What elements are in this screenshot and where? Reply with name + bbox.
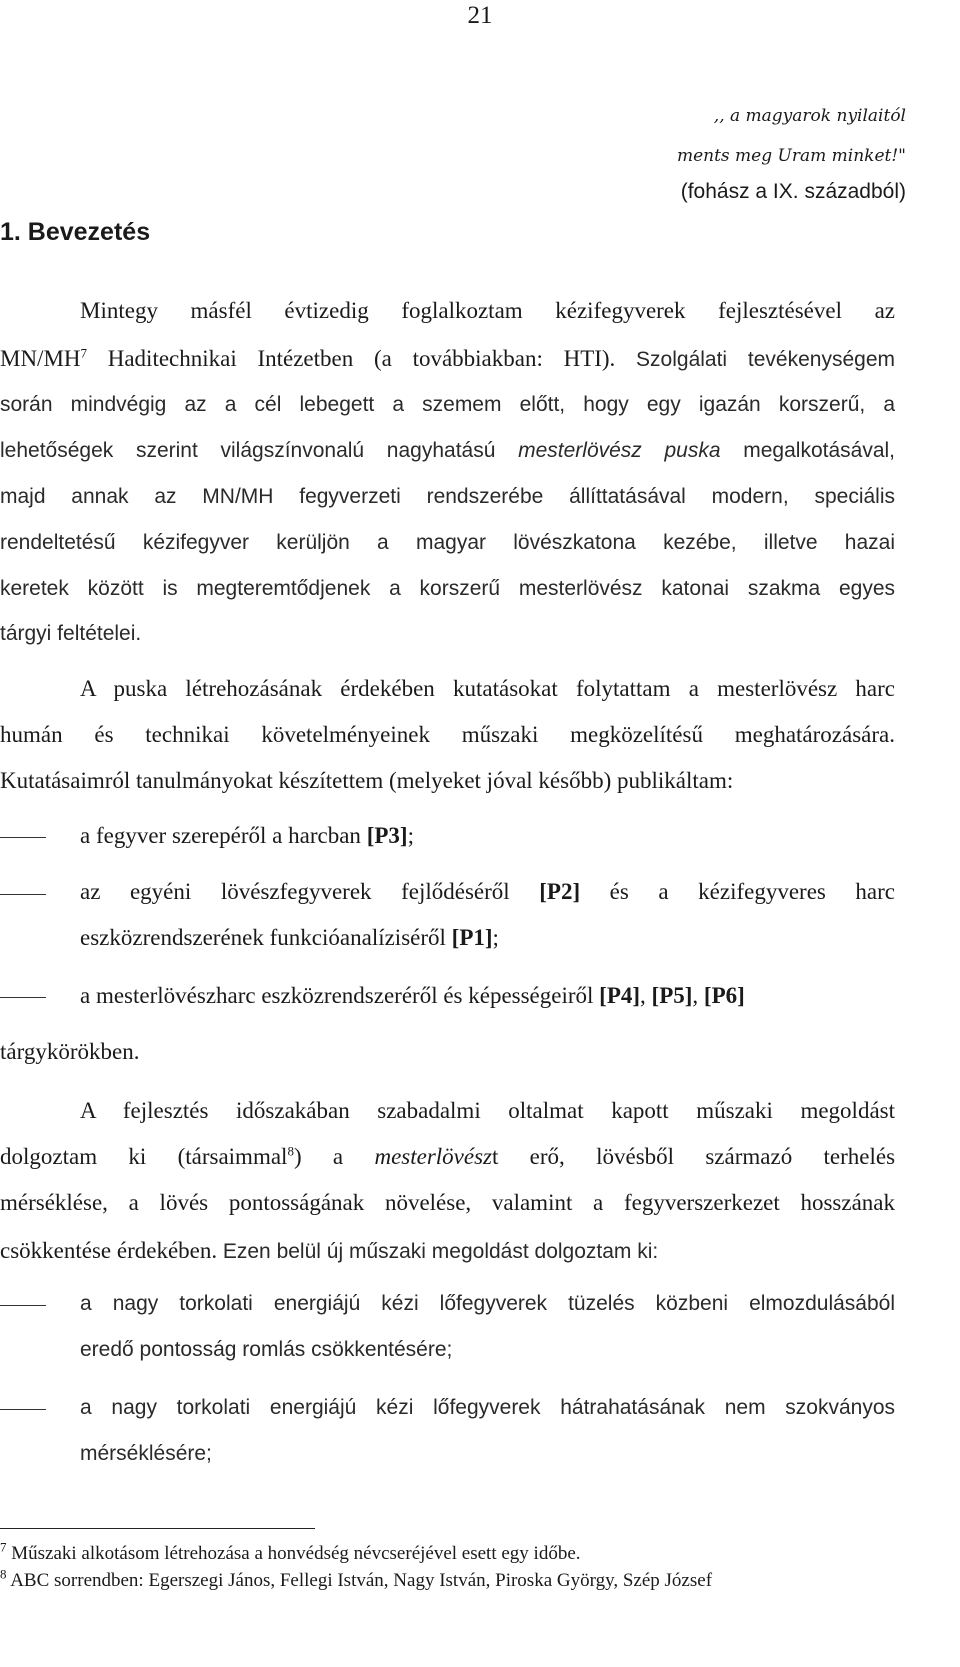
list-item-continuation: eredő pontosság romlás csökkentésére;	[80, 1338, 453, 1361]
paragraph1-line: keretek között is megteremtődjenek a korszerű mesterlövész katonai szakma egyes	[0, 577, 895, 600]
paragraph1-line: tárgyi feltételei.	[0, 622, 142, 645]
paragraph1-line: során mindvégig az a cél lebegett a szemem előtt, hogy egy igazán korszerű, a	[0, 393, 895, 416]
paragraph1-line: lehetőségek szerint világszínvonalú nagyhatású mesterlövész puska megalkotásával,	[0, 439, 895, 462]
paragraph2-line: Kutatásaimról tanulmányokat készítettem (melyeket jóval később) publikáltam:	[0, 768, 734, 793]
paragraph3-line: mérséklése, a lövés pontosságának növelése, valamint a fegyverszerkezet hosszának	[0, 1190, 895, 1215]
list-dash	[0, 1409, 46, 1410]
list-dash	[0, 997, 46, 998]
list-item: a nagy torkolati energiájú kézi lőfegyverek tüzelés közbeni elmozdulásából	[80, 1292, 895, 1315]
paragraph1-line: majd annak az MN/MH fegyverzeti rendszerébe állíttatásával modern, speciális	[0, 485, 895, 508]
list-item-continuation: mérséklésére;	[80, 1442, 212, 1465]
paragraph3-line: csökkentése érdekében. Ezen belül új műszaki megoldást dolgoztam ki:	[0, 1238, 659, 1263]
footnote-ref-7: 7	[80, 345, 88, 361]
list-dash	[0, 894, 46, 895]
motto-line-1: ,, a magyarok nyilaitól	[713, 106, 906, 126]
list-item-continuation: eszközrendszerének funkcióanalíziséről [P1];	[80, 925, 499, 950]
paragraph1-line: Mintegy másfél évtizedig foglalkoztam kézifegyverek fejlesztésével az	[80, 298, 895, 323]
list-dash	[0, 837, 46, 838]
list-dash	[0, 1305, 46, 1306]
motto-source: (fohász a IX. századból)	[680, 180, 906, 203]
paragraph1-line: rendeltetésű kézifegyver kerüljön a magyar lövészkatona kezébe, illetve hazai	[0, 531, 895, 554]
list-item: az egyéni lövészfegyverek fejlődéséről [P2] és a kézifegyveres harc	[80, 879, 895, 904]
paragraph1-line: $MN/MH^7$ Haditechnikai Intézetben (a továbbiakban: HTI). Szolgálati tevékenységem	[0, 345, 895, 371]
list-item: a mesterlövészharc eszközrendszeréről és képességeiről [P4], [P5], [P6]	[80, 983, 745, 1008]
list-item: a nagy torkolati energiájú kézi lőfegyverek hátrahatásának nem szokványos	[80, 1396, 895, 1419]
footnote-ref-8: 8	[287, 1143, 294, 1159]
motto-line-2: ments meg Uram minket!"	[676, 146, 906, 166]
paragraph2-line: humán és technikai követelményeinek műszaki megközelítésű meghatározására.	[0, 722, 895, 747]
footnote-7: $^7$ Műszaki alkotásom létrehozása a honvédség névcseréjével esett egy időbe.	[0, 1539, 581, 1564]
paragraph3-line: dolgoztam ki (társaimmal$^8$) a mesterlövészt erő, lövésből származó terhelés	[0, 1143, 896, 1169]
footnote-8: $^8$ ABC sorrendben: Egerszegi János, Fellegi István, Nagy István, Piroska György, Szép József	[0, 1566, 713, 1591]
paragraph3-line: A fejlesztés időszakában szabadalmi oltalmat kapott műszaki megoldást	[80, 1098, 895, 1123]
section-heading: 1. Bevezetés	[0, 218, 151, 246]
list-tail: tárgykörökben.	[0, 1039, 140, 1064]
footnote-separator	[0, 1528, 315, 1529]
page-number: 21	[467, 2, 493, 29]
paragraph2-line: A puska létrehozásának érdekében kutatásokat folytattam a mesterlövész harc	[80, 676, 895, 701]
list-item: a fegyver szerepéről a harcban [P3];	[80, 823, 414, 848]
